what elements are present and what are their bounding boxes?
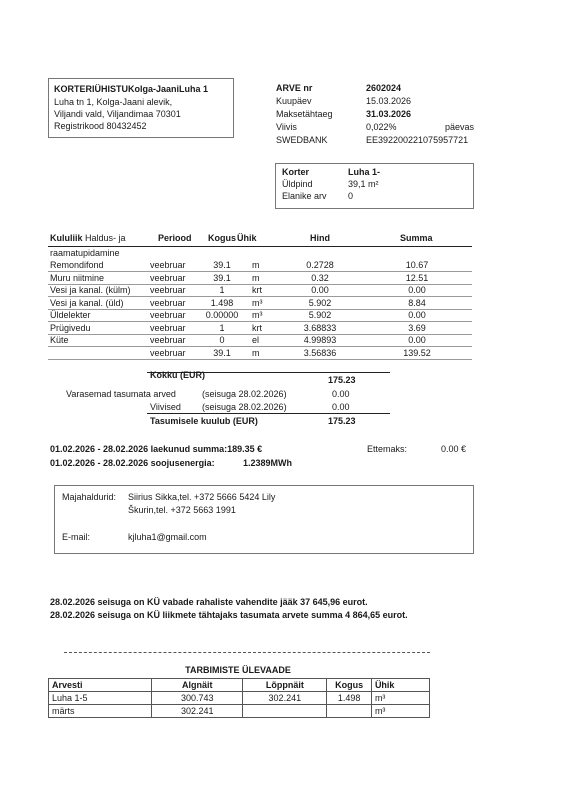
consumption-header-start: Algnäit bbox=[152, 679, 243, 692]
apartment-label: Korter bbox=[282, 167, 310, 177]
cost-row-unit: m bbox=[252, 260, 260, 270]
invoice-number: 2602024 bbox=[366, 83, 402, 93]
invoice-iban: EE392200221075957721 bbox=[366, 135, 469, 145]
email-value[interactable]: kjluha1@gmail.com bbox=[128, 532, 207, 542]
cost-row-qty: 1 bbox=[219, 322, 225, 333]
cost-row-unit: m bbox=[252, 347, 260, 358]
consumption-table bbox=[48, 678, 430, 718]
cost-row-qty: 1.498 bbox=[210, 297, 234, 308]
cost-row-unit: m bbox=[252, 272, 260, 283]
cost-row-sum: 3.69 bbox=[408, 322, 426, 333]
consumption-header-qty: Kogus bbox=[327, 679, 372, 692]
cost-row-price: 4.99893 bbox=[303, 335, 337, 345]
costs-header-rule bbox=[48, 246, 472, 247]
invoice-number-label: ARVE nr bbox=[276, 83, 313, 93]
cost-row-period: veebruar bbox=[150, 347, 186, 358]
invoice-due-label: Maksetähtaeg bbox=[276, 109, 333, 119]
consumption-header-unit: Ühik bbox=[371, 679, 429, 692]
note-line-2: 28.02.2026 seisuga on KÜ liikmete tähtajaks tasumata arvete summa 4 864,65 eurot. bbox=[50, 610, 408, 620]
late-fees-value: 0.00 bbox=[332, 402, 350, 412]
previous-unpaid-value: 0.00 bbox=[332, 389, 350, 399]
cost-row-price: 5.902 bbox=[308, 297, 332, 308]
apartment-area-label: Üldpind bbox=[282, 179, 313, 189]
costs-header-period: Periood bbox=[158, 233, 192, 243]
apartment-residents: 0 bbox=[348, 191, 354, 201]
apartment-area: 39,1 m² bbox=[348, 179, 379, 189]
consumption-cell: märts bbox=[49, 705, 152, 718]
managers-line-1: Siirius Sikka,tel. +372 5666 5424 Lily bbox=[128, 492, 276, 502]
cost-row-period: veebruar bbox=[150, 335, 186, 345]
heat-value: 1.2389MWh bbox=[243, 458, 293, 468]
consumption-cell: 302.241 bbox=[243, 692, 327, 705]
late-fees-note: (seisuga 28.02.2026) bbox=[202, 402, 287, 412]
cost-row-name: Üldelekter bbox=[50, 310, 91, 320]
costs-header-cont: raamatupidamine bbox=[50, 248, 120, 258]
cost-row-period: veebruar bbox=[150, 260, 186, 270]
issuer-address-1: Luha tn 1, Kolga-Jaani alevik, bbox=[54, 97, 173, 107]
consumption-header-meter: Arvesti bbox=[49, 679, 152, 692]
cost-row-price: 0.00 bbox=[311, 285, 329, 295]
consumption-cell: Luha 1-5 bbox=[49, 692, 152, 705]
managers-label: Majahaldurid: bbox=[62, 492, 117, 502]
cost-row-period: veebruar bbox=[150, 285, 186, 295]
cost-row-name: Muru niitmine bbox=[50, 272, 105, 283]
heat-label: 01.02.2026 - 28.02.2026 soojusenergia: bbox=[50, 458, 215, 468]
consumption-title: TARBIMISTE ÜLEVAADE bbox=[185, 665, 291, 675]
cost-row-period: veebruar bbox=[150, 297, 186, 308]
total-value: 175.23 bbox=[328, 375, 356, 385]
cost-row-unit: m³ bbox=[252, 297, 263, 308]
cut-line bbox=[64, 652, 430, 653]
cost-row-price: 5.902 bbox=[308, 310, 332, 320]
cost-row-unit: krt bbox=[252, 322, 262, 333]
cost-row-rule bbox=[48, 359, 472, 360]
costs-header-price: Hind bbox=[310, 233, 330, 243]
consumption-header-end: Lõppnäit bbox=[243, 679, 327, 692]
prepay-label: Ettemaks: bbox=[367, 444, 408, 454]
amount-due-value: 175.23 bbox=[328, 416, 356, 426]
pay-rule bbox=[147, 413, 390, 414]
cost-row-unit: el bbox=[252, 335, 260, 345]
consumption-cell: m³ bbox=[371, 692, 429, 705]
consumption-cell: 302.241 bbox=[152, 705, 243, 718]
cost-row-name: Remondifond bbox=[50, 260, 104, 270]
cost-row-sum: 0.00 bbox=[408, 310, 426, 320]
cost-row-unit: krt bbox=[252, 285, 262, 295]
consumption-cell: 300.743 bbox=[152, 692, 243, 705]
cost-row-period: veebruar bbox=[150, 322, 186, 333]
cost-row-unit: m³ bbox=[252, 310, 263, 320]
note-line-1: 28.02.2026 seisuga on KÜ vabade rahaliste vahendite jääk 37 645,96 eurot. bbox=[50, 597, 368, 607]
costs-header-type-bold: Kululiik bbox=[50, 233, 83, 243]
invoice-date: 15.03.2026 bbox=[366, 96, 412, 106]
cost-row-name: Vesi ja kanal. (üld) bbox=[50, 297, 124, 308]
apartment-residents-label: Elanike arv bbox=[282, 191, 327, 201]
cost-row-period: veebruar bbox=[150, 272, 186, 283]
cost-row-qty: 39.1 bbox=[213, 347, 231, 358]
cost-row-sum: 0.00 bbox=[408, 335, 426, 345]
cost-row-sum: 12.51 bbox=[405, 272, 429, 283]
cost-row-price: 3.56836 bbox=[303, 347, 337, 358]
cost-row-name: Küte bbox=[50, 335, 69, 345]
cost-row-name: Prügivedu bbox=[50, 322, 91, 333]
cost-row-sum: 8.84 bbox=[408, 297, 426, 308]
consumption-cell: 1.498 bbox=[327, 692, 372, 705]
apartment-value: Luha 1- bbox=[348, 167, 381, 177]
cost-row-price: 0.32 bbox=[311, 272, 329, 283]
issuer-name: KORTERIÜHISTUKolga-JaaniLuha 1 bbox=[54, 84, 209, 94]
consumption-header-row bbox=[49, 679, 430, 692]
cost-row-sum: 139.52 bbox=[403, 347, 431, 358]
managers-line-2: Škurin,tel. +372 5663 1991 bbox=[128, 505, 236, 515]
amount-due-label: Tasumisele kuulub (EUR) bbox=[150, 416, 258, 426]
received-summary bbox=[50, 444, 262, 454]
cost-row-qty: 0 bbox=[219, 335, 225, 345]
table-row bbox=[49, 692, 430, 705]
cost-row-qty: 39.1 bbox=[213, 260, 231, 270]
cost-row-qty: 0.00000 bbox=[205, 310, 239, 320]
table-row bbox=[49, 705, 430, 718]
cost-row-sum: 10.67 bbox=[405, 260, 429, 270]
previous-unpaid-note: (seisuga 28.02.2026) bbox=[202, 389, 287, 399]
cost-row-qty: 1 bbox=[219, 285, 225, 295]
cost-row-period: veebruar bbox=[150, 310, 186, 320]
consumption-cell bbox=[243, 705, 327, 718]
costs-header-type-rest: Haldus- ja bbox=[85, 233, 126, 243]
invoice-date-label: Kuupäev bbox=[276, 96, 312, 106]
cost-row-qty: 39.1 bbox=[213, 272, 231, 283]
cost-row-name: Vesi ja kanal. (külm) bbox=[50, 285, 131, 295]
costs-header-unit: Ühik bbox=[237, 233, 257, 243]
costs-header-sum: Summa bbox=[400, 233, 433, 243]
cost-row-sum: 0.00 bbox=[408, 285, 426, 295]
cost-row-price: 3.68833 bbox=[303, 322, 337, 333]
issuer-address-2: Viljandi vald, Viljandimaa 70301 bbox=[54, 109, 181, 119]
costs-header-type bbox=[50, 233, 126, 243]
invoice-penalty: 0,022% bbox=[366, 122, 397, 132]
invoice-penalty-label: Viivis bbox=[276, 122, 297, 132]
late-fees-label: Viivised bbox=[150, 402, 181, 412]
consumption-cell bbox=[327, 705, 372, 718]
previous-unpaid-label: Varasemad tasumata arved bbox=[66, 389, 176, 399]
prepay-value: 0.00 € bbox=[441, 444, 467, 454]
invoice-due: 31.03.2026 bbox=[366, 109, 412, 119]
email-label: E-mail: bbox=[62, 532, 91, 542]
consumption-cell: m³ bbox=[371, 705, 429, 718]
issuer-regcode: Registrikood 80432452 bbox=[54, 121, 147, 131]
total-label: Kokku (EUR) bbox=[150, 370, 206, 380]
costs-header-qty: Kogus bbox=[208, 233, 236, 243]
invoice-penalty-unit: päevas bbox=[445, 122, 475, 132]
received-value: 189.35 € bbox=[227, 444, 263, 454]
invoice-bank: SWEDBANK bbox=[276, 135, 328, 145]
received-label: 01.02.2026 - 28.02.2026 laekunud summa: bbox=[50, 444, 228, 454]
cost-row-price: 0.2728 bbox=[306, 260, 334, 270]
